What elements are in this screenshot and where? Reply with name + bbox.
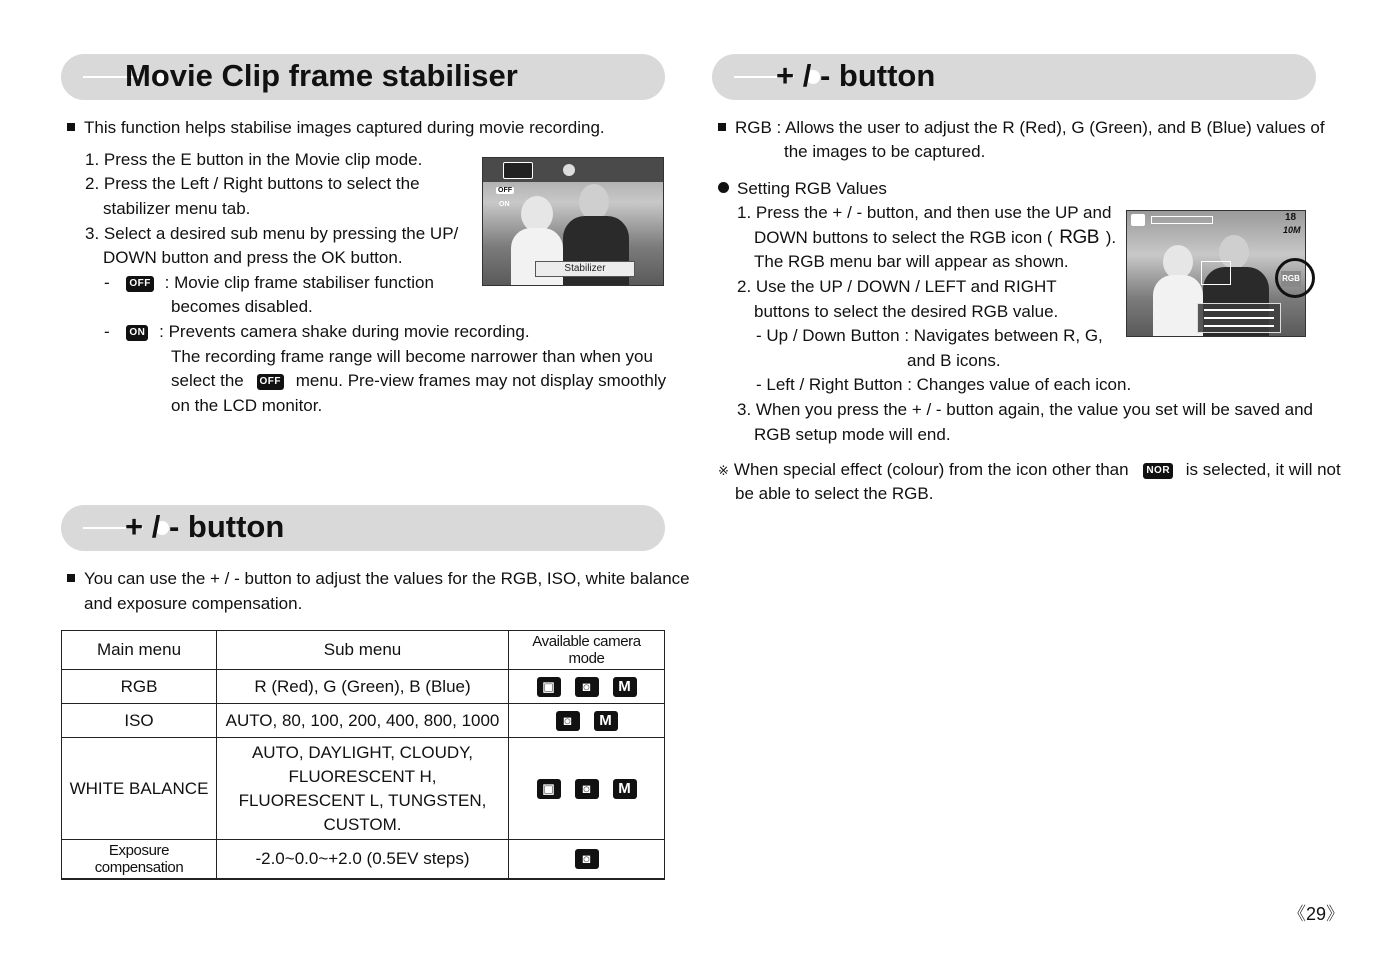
stabilizer-screen-image [482, 157, 664, 286]
setting-rgb-title: Setting RGB Values [718, 177, 887, 202]
program-mode-icon: ◙ [575, 779, 599, 799]
note-mark-icon: ※ [718, 463, 729, 478]
on-option: - ON : Prevents camera shake during movie recording. [104, 322, 530, 341]
rgb-left-right: - Left / Right Button : Changes value of each icon. [756, 375, 1132, 394]
header-main-menu: Main menu [62, 631, 217, 670]
plus-minus-intro-cont: and exposure compensation. [84, 594, 303, 613]
square-bullet-icon [67, 574, 75, 582]
menu-on-icon: ON [499, 201, 510, 208]
manual-mode-icon: M [613, 779, 637, 799]
rgb-menu-bar [1197, 303, 1281, 333]
rgb-note: ※ When special effect (colour) from the icon other than NOR is selected, it will not [718, 460, 1341, 479]
image-size-icon: 10M [1283, 225, 1301, 235]
table-row [62, 840, 665, 880]
rgb-step-2: 2. Use the UP / DOWN / LEFT and RIGHT [737, 277, 1057, 296]
step-2: 2. Press the Left / Right buttons to select the [85, 174, 420, 193]
row-modes [509, 738, 665, 840]
header-camera-mode: Available camera mode [509, 631, 665, 670]
off-icon: OFF [126, 276, 154, 292]
plus-minus-intro: You can use the + / - button to adjust the values for the RGB, ISO, white balance [67, 567, 690, 592]
row-sub: AUTO, DAYLIGHT, CLOUDY, FLUORESCENT H, FLUORESCENT L, TUNGSTEN, CUSTOM. [217, 738, 509, 840]
rgb-step-1-cont2: The RGB menu bar will appear as shown. [754, 252, 1069, 271]
menu-off-icon: OFF [498, 187, 512, 194]
bride-figure [521, 196, 553, 232]
movie-mode-icon: ▣ [537, 677, 561, 697]
table-row [62, 704, 665, 738]
row-main: WHITE BALANCE [62, 738, 217, 840]
off-icon: OFF [257, 374, 285, 390]
nor-icon: NOR [1143, 463, 1173, 479]
row-main: RGB [62, 670, 217, 704]
rgb-slider-g [1204, 317, 1274, 319]
table-header-row [62, 631, 665, 670]
off-option-cont: becomes disabled. [171, 297, 313, 316]
rgb-icon: RGB [1059, 227, 1099, 248]
table-row [62, 738, 665, 840]
square-bullet-icon [718, 123, 726, 131]
on-option-line2: The recording frame range will become narrower than when you [171, 347, 653, 366]
round-bullet-icon [718, 182, 729, 193]
rgb-intro-cont: the images to be captured. [784, 142, 986, 161]
section-title: + / - button [125, 509, 285, 544]
effect-tab-icon [563, 164, 575, 176]
rgb-highlight-circle-icon [1275, 258, 1315, 298]
rgb-up-down: - Up / Down Button : Navigates between R, G, [756, 326, 1103, 345]
row-sub: R (Red), G (Green), B (Blue) [217, 670, 509, 704]
row-sub: AUTO, 80, 100, 200, 400, 800, 1000 [217, 704, 509, 738]
camera-mode-icon [1131, 214, 1145, 226]
stabilizer-caption: Stabilizer [535, 261, 635, 277]
rgb-up-down-cont: and B icons. [907, 351, 1001, 370]
rgb-step-3: 3. When you press the + / - button again, the value you set will be saved and [737, 400, 1313, 419]
row-modes [509, 704, 665, 738]
stabilizer-tab-icon [503, 162, 533, 179]
row-main: Exposure compensation [62, 840, 217, 880]
row-modes [509, 840, 665, 880]
program-mode-icon: ◙ [556, 711, 580, 731]
manual-mode-icon: M [594, 711, 618, 731]
section-header-plus-minus-left [61, 505, 665, 551]
groom-figure [579, 184, 609, 220]
rgb-step-2-cont: buttons to select the desired RGB value. [754, 302, 1059, 321]
header-sub-menu: Sub menu [217, 631, 509, 670]
rgb-slider-b [1204, 325, 1274, 327]
row-main: ISO [62, 704, 217, 738]
rgb-step-1: 1. Press the + / - button, and then use the UP and [737, 203, 1112, 222]
program-mode-icon: ◙ [575, 677, 599, 697]
bride-figure [1163, 245, 1193, 279]
section-title: Movie Clip frame stabiliser [125, 58, 518, 93]
rgb-menu-icon: RGB [1281, 271, 1301, 287]
section-header-stabiliser [61, 54, 665, 100]
square-bullet-icon [67, 123, 75, 131]
step-2-cont: stabilizer menu tab. [103, 199, 251, 218]
table-row [62, 670, 665, 704]
bride-dress [1153, 275, 1203, 336]
rgb-slider-r [1204, 309, 1274, 311]
row-modes [509, 670, 665, 704]
program-mode-icon: ◙ [575, 849, 599, 869]
page-number: 《29》 [1288, 904, 1345, 924]
rgb-intro: RGB : Allows the user to adjust the R (Red), G (Green), and B (Blue) values of [718, 116, 1325, 141]
plus-minus-menu-table [61, 630, 665, 880]
rgb-step-1-cont: DOWN buttons to select the RGB icon ( RGB ). [754, 227, 1117, 248]
shot-count: 18 [1285, 212, 1297, 223]
zoom-bar [1151, 216, 1213, 224]
stabiliser-intro: This function helps stabilise images captured during movie recording. [67, 116, 605, 141]
focus-frame [1201, 261, 1231, 285]
rgb-note-cont: be able to select the RGB. [735, 484, 934, 503]
rgb-step-3-cont: RGB setup mode will end. [754, 425, 951, 444]
off-option: - OFF : Movie clip frame stabiliser function [104, 273, 434, 292]
section-header-plus-minus-right [712, 54, 1316, 100]
movie-mode-icon: ▣ [537, 779, 561, 799]
section-title: + / - button [776, 58, 936, 93]
on-option-line3: select the OFF menu. Pre-view frames may not display smoothly [171, 371, 667, 390]
step-1: 1. Press the E button in the Movie clip mode. [85, 150, 423, 169]
row-sub: -2.0~0.0~+2.0 (0.5EV steps) [217, 840, 509, 880]
step-3-cont: DOWN button and press the OK button. [103, 248, 403, 267]
on-icon: ON [126, 325, 148, 341]
on-option-line4: on the LCD monitor. [171, 396, 323, 415]
step-3: 3. Select a desired sub menu by pressing the UP/ [85, 224, 459, 243]
manual-mode-icon: M [613, 677, 637, 697]
